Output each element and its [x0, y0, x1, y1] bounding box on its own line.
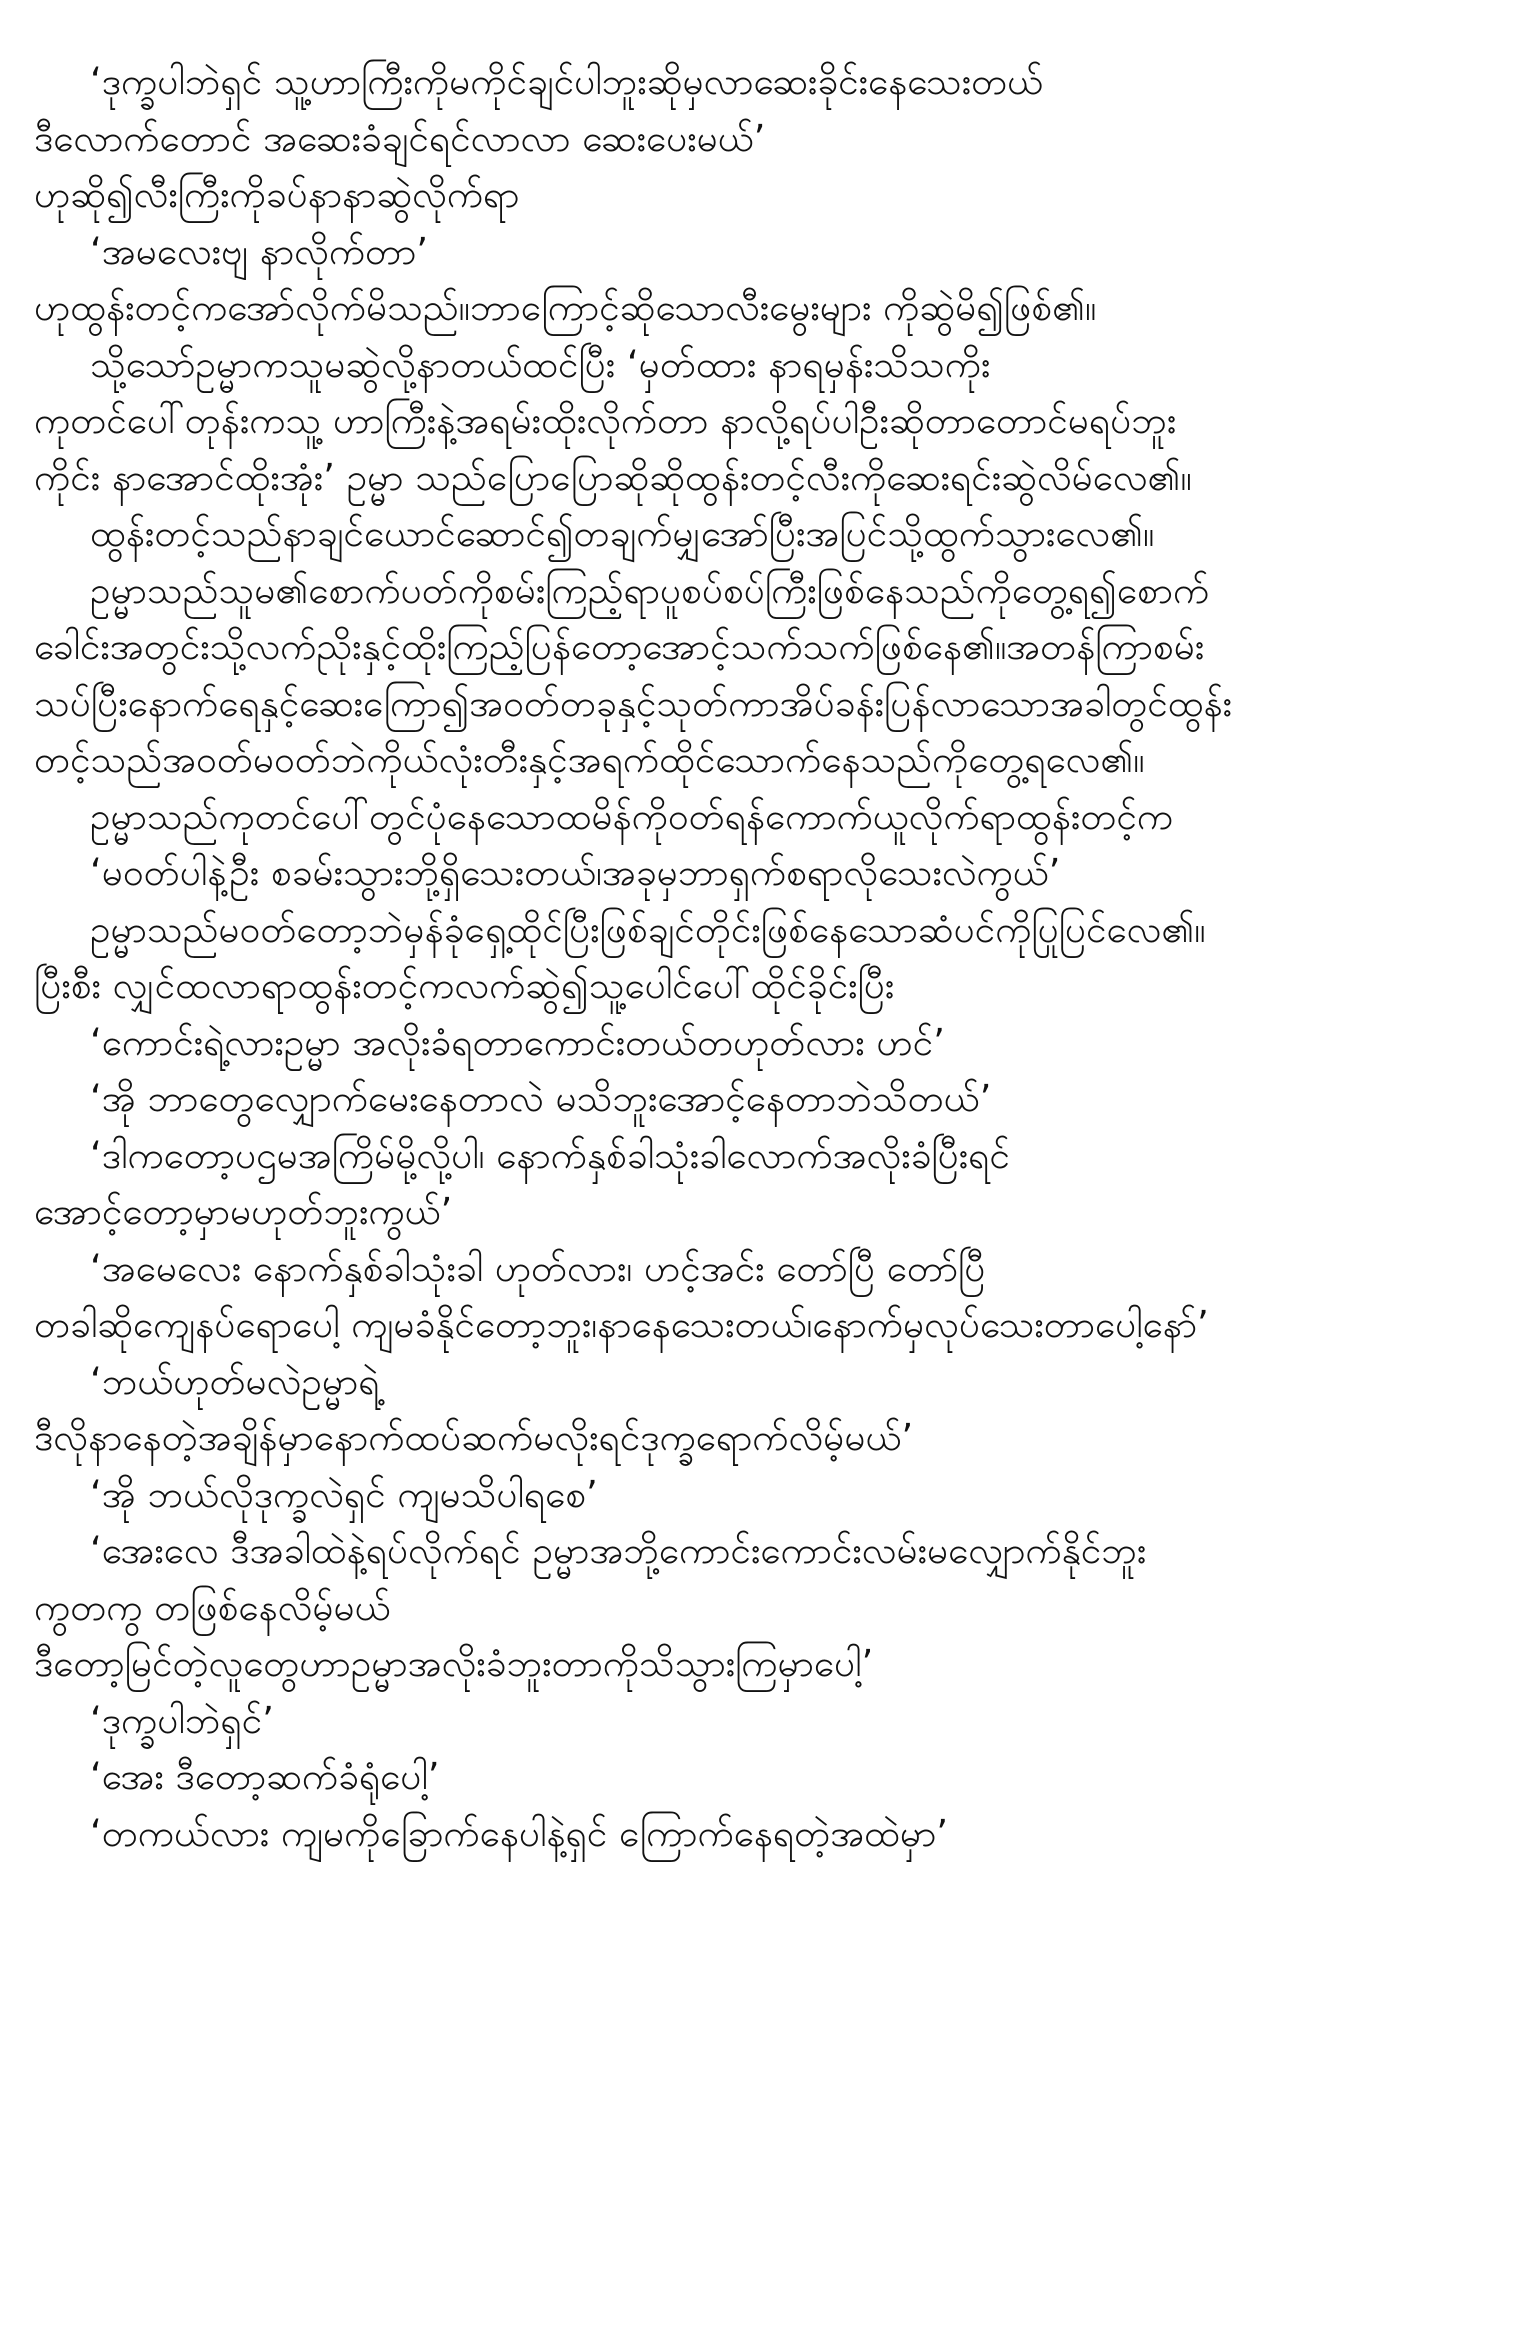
text-line: ဥမ္မာသည်သူမ၏စောက်ပတ်ကိုစမ်းကြည့်ရာပူစပ်စပ်ကြီးဖြစ်နေသည်ကိုတွေ့ရ၍စောက် — [90, 568, 1210, 612]
text-line: ဒီတော့မြင်တဲ့လူတွေဟာဥမ္မာအလိုးခံဘူးတာကိုသိသွားကြမှာပေါ့’ — [34, 1642, 874, 1685]
text-line: သို့သော်ဥမ္မာကသူမဆွဲလို့နာတယ်ထင်ပြီး ‘မှတ်ထား နာရမှန်းသိသကိုး — [90, 342, 991, 386]
text-line: ကုတင်ပေါ်တုန်းကသူ့ ဟာကြီးနဲ့အရမ်းထိုးလိုက်တာ နာလို့ရပ်ပါဦးဆိုတာတောင်မရပ်ဘူး — [34, 399, 1177, 442]
text-line: တခါဆိုကျေနပ်ရောပေါ့ ကျမခံနိုင်တော့ဘူး၊နာနေသေးတယ်၊နောက်မှလုပ်သေးတာပေါ့နော်’ — [34, 1303, 1209, 1346]
text-line: တင့်သည်အဝတ်မဝတ်ဘဲကိုယ်လုံးတီးနှင့်အရက်ထိုင်သောက်နေသည်ကိုတွေ့ရလေ၏။ — [34, 738, 1145, 781]
text-line: ‘ဒုက္ခပါဘဲရှင်’ — [90, 1698, 274, 1742]
text-line: ခေါင်းအတွင်းသို့လက်ညိုးနှင့်ထိုးကြည့်ပြန်တော့အောင့်သက်သက်ဖြစ်နေ၏။အတန်ကြာစမ်း — [34, 625, 1205, 668]
text-line: ‘အို ဘာတွေလျှောက်မေးနေတာလဲ မသိဘူးအောင့်နေတာဘဲသိတယ်’ — [90, 1077, 992, 1120]
text-line: ‘အေးလေ ဒီအခါထဲနဲ့ရပ်လိုက်ရင် ဥမ္မာအဘို့ကောင်းကောင်းလမ်းမလျှောက်နိုင်ဘူး — [90, 1529, 1147, 1572]
body-text — [34, 54, 1494, 1862]
text-line: ဒီလောက်တောင် အဆေးခံချင်ရင်လာလာ ဆေးပေးမယ်’ — [34, 116, 766, 160]
text-line: ‘အမေလေး နောက်နှစ်ခါသုံးခါ ဟုတ်လား၊ ဟင့်အင်း တော်ပြီ တော်ပြီ — [90, 1246, 986, 1290]
text-line: ‘ကောင်းရဲ့လားဥမ္မာ အလိုးခံရတာကောင်းတယ်တဟုတ်လား ဟင်’ — [90, 1020, 945, 1064]
text-line: ‘အို ဘယ်လိုဒုက္ခလဲရှင် ကျမသိပါရစေ’ — [90, 1472, 598, 1516]
text-line: ထွန်းတင့်သည်နာချင်ယောင်ဆောင်၍တချက်မျှအော်ပြီးအပြင်သို့ထွက်သွားလေ၏။ — [90, 512, 1155, 555]
text-line: ကိုင်း နာအောင်ထိုးအုံး’ ဥမ္မာ သည်ပြောပြောဆိုဆိုထွန်းတင့်လီးကိုဆေးရင်းဆွဲလိမ်လေ၏။ — [34, 455, 1192, 499]
text-line: ‘အေး ဒီတော့ဆက်ခံရုံပေါ့’ — [90, 1755, 440, 1798]
text-line: ‘တကယ်လား ကျမကိုခြောက်နေပါနဲ့ရှင် ကြောက်နေရတဲ့အထဲမှာ’ — [90, 1811, 949, 1855]
text-line: ကွတကွ တဖြစ်နေလိမ့်မယ် — [34, 1585, 391, 1629]
text-line: ဟုထွန်းတင့်ကအော်လိုက်မိသည်။ဘာကြောင့်ဆိုသောလီးမွေးများ ကိုဆွဲမိ၍ဖြစ်၏။ — [34, 286, 1097, 329]
text-line: ဥမ္မာသည်မဝတ်တော့ဘဲမှန်ခုံရှေ့ထိုင်ပြီးဖြစ်ချင်တိုင်းဖြစ်နေသောဆံပင်ကိုပြုပြင်လေ၏။ — [90, 907, 1206, 951]
text-line: ‘မဝတ်ပါနဲ့ဦး စခမ်းသွားဘို့ရှိသေးတယ်၊အခုမှဘာရှက်စရာလိုသေးလဲကွယ်’ — [90, 851, 1061, 894]
text-line: ပြီးစီး လျှင်ထလာရာထွန်းတင့်ကလက်ဆွဲ၍သူ့ပေါင်ပေါ်ထိုင်ခိုင်းပြီး — [34, 964, 895, 1007]
text-line: ‘ဘယ်ဟုတ်မလဲဥမ္မာရဲ့ — [90, 1359, 380, 1403]
text-line: ‘အမလေးဗျ နာလိုက်တာ’ — [90, 229, 429, 273]
text-line: ‘ဒုက္ခပါဘဲရှင် သူ့ဟာကြီးကိုမကိုင်ချင်ပါဘူးဆိုမှလာဆေးခိုင်းနေသေးတယ် — [90, 60, 1044, 103]
text-line: ‘ဒါကတော့ပဌမအကြိမ်မို့လို့ပါ၊ နောက်နှစ်ခါသုံးခါလောက်အလိုးခံပြီးရင် — [90, 1133, 1010, 1177]
text-line: ဟုဆို၍လီးကြီးကိုခပ်နာနာဆွဲလိုက်ရာ — [34, 173, 520, 216]
text-line: အောင့်တော့မှာမဟုတ်ဘူးကွယ်’ — [34, 1190, 453, 1233]
text-line: ဥမ္မာသည်ကုတင်ပေါ်တွင်ပုံနေသောထမိန်ကိုဝတ်ရန်ကောက်ယူလိုက်ရာထွန်းတင့်က — [90, 794, 1174, 838]
text-line: သပ်ပြီးနောက်ရေနှင့်ဆေးကြော၍အဝတ်တခုနှင့်သုတ်ကာအိပ်ခန်းပြန်လာသောအခါတွင်ထွန်း — [34, 681, 1233, 725]
text-line: ဒီလိုနာနေတဲ့အချိန်မှာနောက်ထပ်ဆက်မလိုးရင်ဒုက္ခရောက်လိမ့်မယ်’ — [34, 1416, 914, 1459]
